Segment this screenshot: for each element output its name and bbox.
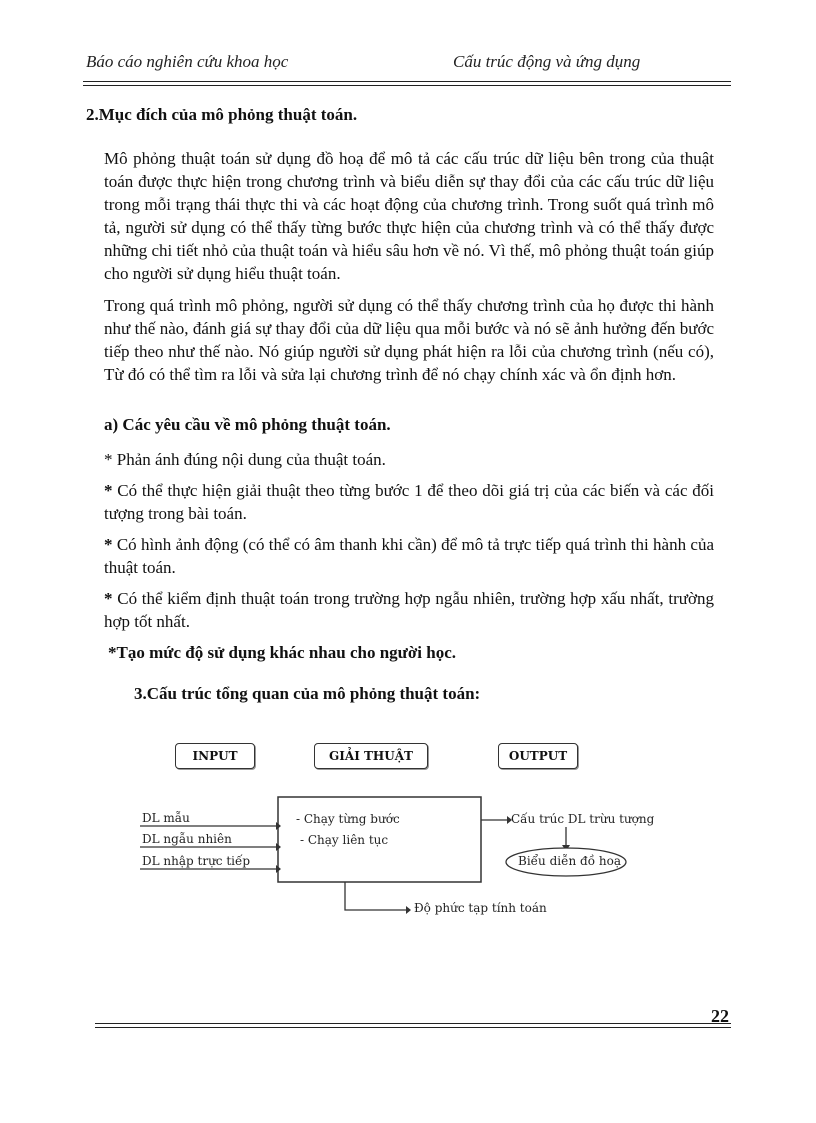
complexity-label: Độ phức tạp tính toán — [414, 901, 547, 915]
header-rule — [83, 81, 731, 82]
output-label-box: OUTPUT — [498, 743, 578, 769]
bullet-star: * — [104, 535, 113, 554]
requirement-item-5: *Tạo mức độ sử dụng khác nhau cho người học. — [108, 643, 456, 662]
continuous-run-label: - Chạy liên tục — [300, 833, 389, 847]
output-struct-label: Cấu trúc DL trừu tượng — [511, 812, 655, 826]
section3-title: 3.Cấu trúc tổng quan của mô phỏng thuật toán: — [134, 684, 481, 703]
section2-title: 2.Mục đích của mô phỏng thuật toán. — [86, 105, 358, 124]
bullet-star: * — [104, 481, 113, 500]
footer-rule-2 — [95, 1027, 731, 1028]
header-left-title: Báo cáo nghiên cứu khoa học — [86, 52, 289, 71]
requirement-item-2-text: Có thể thực hiện giải thuật theo từng bước 1 để theo dõi giá trị của các biến và các đối tượng trong bài toán. — [104, 481, 714, 523]
complexity-arrowhead — [406, 906, 411, 914]
step-run-label: - Chạy từng bước — [296, 812, 400, 826]
subheading-requirements: a) Các yêu cầu về mô phỏng thuật toán. — [104, 415, 391, 434]
complexity-connector — [345, 882, 406, 910]
requirement-item-3-text: Có hình ảnh động (có thể có âm thanh khi cần) để mô tả trực tiếp quá trình thi hành của thuật toán. — [104, 535, 714, 577]
header-right-title: Cấu trúc động và ứng dụng — [453, 52, 641, 71]
output-graphic-label: Biểu diễn đồ hoạ — [518, 854, 621, 868]
footer-rule — [95, 1023, 731, 1024]
bullet-star: * — [104, 589, 113, 608]
requirement-item-1: * Phản ánh đúng nội dung của thuật toán. — [104, 450, 386, 469]
requirement-item-3 — [104, 533, 714, 579]
requirement-item-4 — [104, 587, 714, 633]
input-sample-data: DL mẫu — [142, 811, 190, 825]
overview-diagram — [130, 735, 690, 925]
paragraph-1: Mô phỏng thuật toán sử dụng đồ hoạ để mô tả các cấu trúc dữ liệu bên trong của thuật toán được thực hiện trong chương trình và biểu diễn sự thay đổi của các cấu trúc dữ liệu trong mỗi trạng thái thực thi và các hoạt động của chương trình. Trong suốt quá trình mô tả, người sử dụng có thể thấy từng bước thực hiện của chương trình và có thể thấy được những chi tiết nhỏ của thuật toán và hiểu sâu hơn về nó. Vì thế, mô phỏng thuật toán giúp cho người sử dụng hiểu thuật toán. — [104, 149, 714, 283]
input-label-box: INPUT — [175, 743, 255, 769]
requirement-item-2 — [104, 479, 714, 525]
input-random-data: DL ngẫu nhiên — [142, 832, 232, 846]
header-rule-2 — [83, 85, 731, 86]
requirement-item-4-text: Có thể kiểm định thuật toán trong trường hợp ngẫu nhiên, trường hợp xấu nhất, trường hợp tốt nhất. — [104, 589, 714, 631]
page-number: 22 — [711, 1006, 729, 1026]
input-direct-data: DL nhập trực tiếp — [142, 854, 251, 868]
algorithm-label-box: GIẢI THUẬT — [314, 743, 428, 769]
paragraph-2: Trong quá trình mô phỏng, người sử dụng có thể thấy chương trình của họ được thi hành như thế nào, đánh giá sự thay đổi của dữ liệu qua mỗi bước và nó sẽ ảnh hưởng đến bước tiếp theo như thế nào. Nó giúp người sử dụng phát hiện ra lỗi của chương trình (nếu có), Từ đó có thể tìm ra lỗi và sửa lại chương trình để nó chạy chính xác và ổn định hơn. — [104, 296, 714, 384]
